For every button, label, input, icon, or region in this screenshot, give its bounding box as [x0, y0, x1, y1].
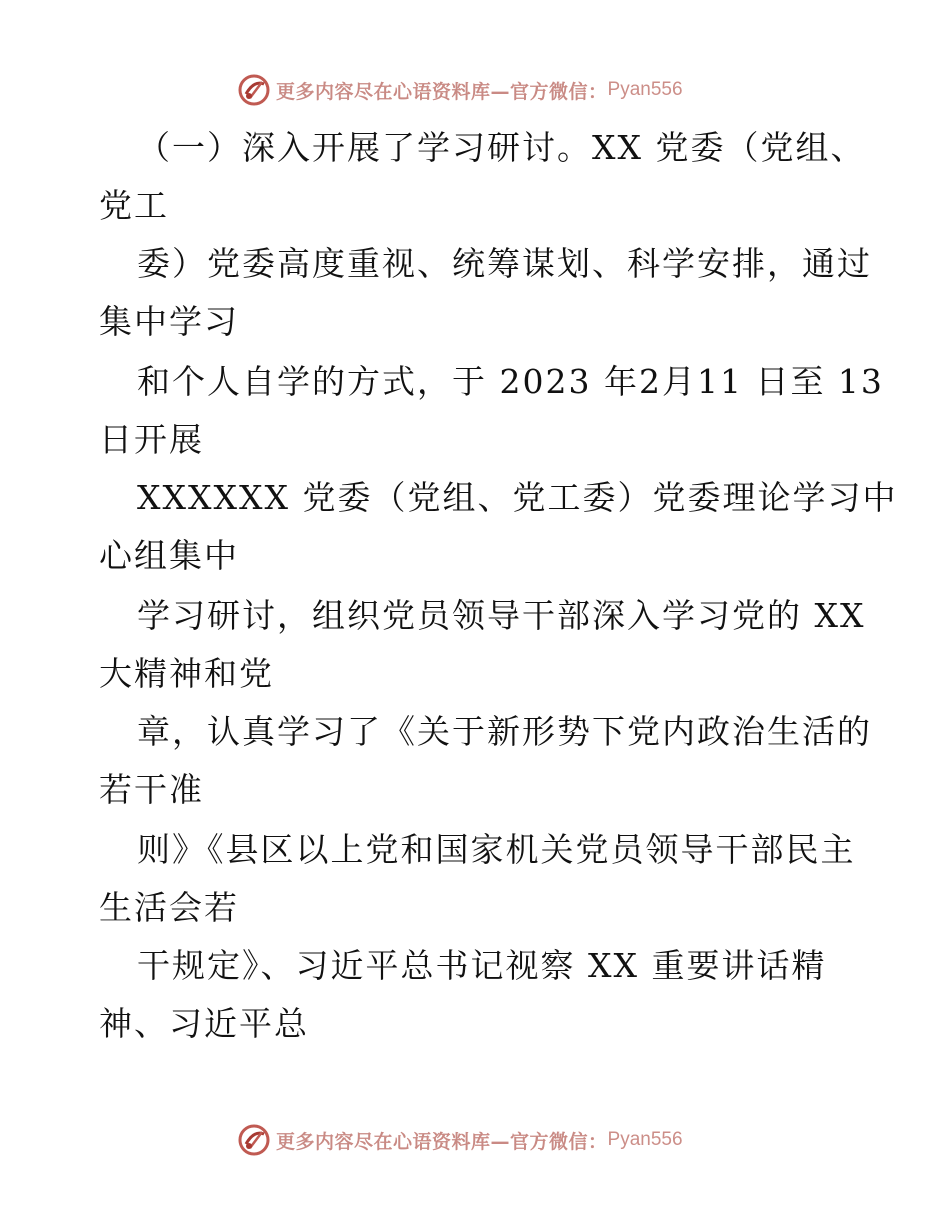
doc-line-15: 干规定》、习近平总书记视察 XX 重要讲话精	[137, 946, 827, 985]
header-watermark	[236, 72, 683, 108]
doc-line-13: 则》《县区以上党和国家机关党员领导干部民主	[137, 830, 856, 869]
doc-line-4: 集中学习	[99, 302, 239, 341]
doc-line-1: （一）深入开展了学习研讨。XX 党委（党组、	[137, 128, 866, 167]
watermark-text: 更多内容尽在心语资料库—官方微信：	[276, 80, 608, 103]
doc-line-2: 党工	[99, 186, 169, 225]
doc-line-16: 神、习近平总	[99, 1004, 309, 1043]
doc-line-7: XXXXXX 党委（党组、党工委）党委理论学习中	[137, 478, 898, 517]
doc-line-11: 章，认真学习了《关于新形势下党内政治生活的	[137, 712, 872, 751]
watermark-wechat-id: Pyan556	[607, 1129, 683, 1150]
doc-line-5: 和个人自学的方式，于 2023 年2月11 日至 13	[137, 362, 884, 401]
watermark-text: 更多内容尽在心语资料库—官方微信：	[276, 1130, 608, 1153]
watermark-logo-icon	[236, 72, 272, 108]
doc-line-3: 委）党委高度重视、统筹谋划、科学安排，通过	[137, 244, 872, 283]
doc-line-12: 若干准	[99, 770, 204, 809]
doc-line-6: 日开展	[99, 420, 204, 459]
watermark-wechat-id: Pyan556	[607, 79, 683, 100]
watermark-logo-icon	[236, 1122, 272, 1158]
doc-line-14: 生活会若	[99, 888, 239, 927]
footer-watermark	[236, 1122, 683, 1158]
doc-line-8: 心组集中	[99, 536, 239, 575]
doc-line-9: 学习研讨，组织党员领导干部深入学习党的 XX	[137, 596, 866, 635]
doc-line-10: 大精神和党	[99, 654, 274, 693]
